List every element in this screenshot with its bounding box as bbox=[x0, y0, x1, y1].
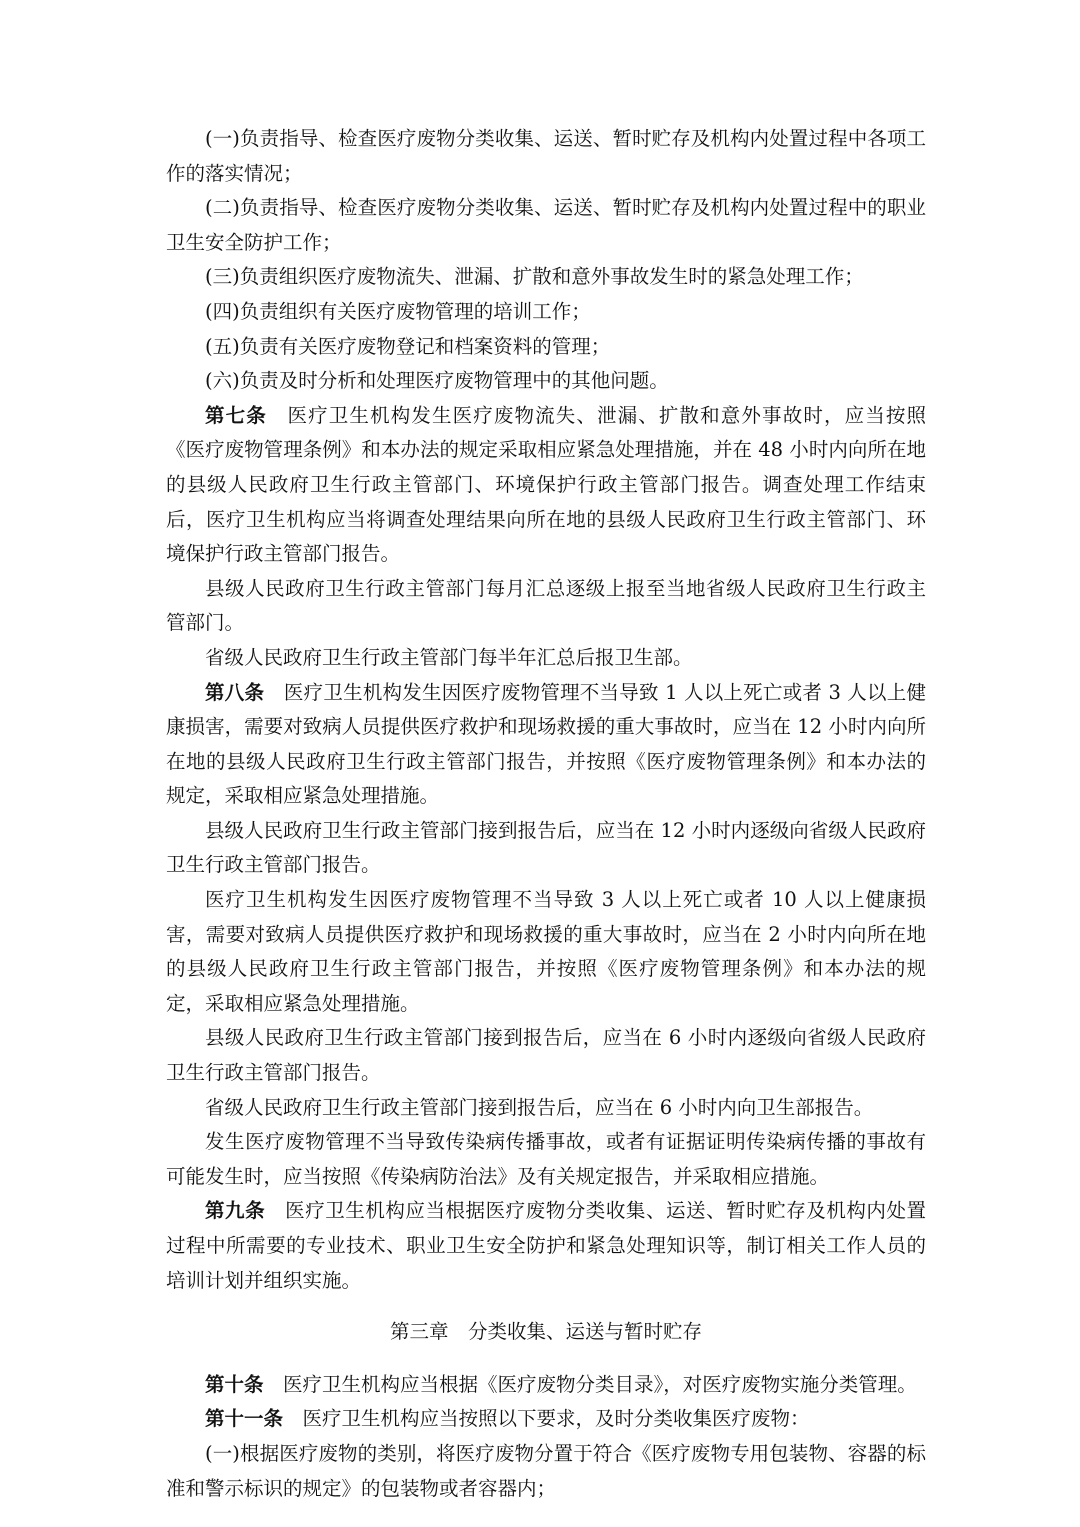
article-9-label: 第九条 bbox=[205, 1199, 266, 1223]
article-10-text: 医疗卫生机构应当根据《医疗废物分类目录》，对医疗废物实施分类管理。 bbox=[263, 1372, 917, 1396]
document-body bbox=[166, 122, 926, 1506]
article-8-paragraph-4: 县级人民政府卫生行政主管部门接到报告后，应当在 6 小时内逐级向省级人民政府卫生行政主管部门报告。 bbox=[166, 1026, 926, 1085]
article-8-paragraph-6: 发生医疗废物管理不当导致传染病传播事故，或者有证据证明传染病传播的事故有可能发生时，应当按照《传染病防治法》及有关规定报告，并采取相应措施。 bbox=[166, 1130, 926, 1188]
article-8 bbox=[166, 676, 926, 814]
article-8-label: 第八条 bbox=[205, 680, 265, 704]
article-8-paragraph-2: 县级人民政府卫生行政主管部门接到报告后，应当在 12 小时内逐级向省级人民政府卫生行政主管部门报告。 bbox=[166, 818, 926, 877]
duty-item-6: (六)负责及时分析和处理医疗废物管理中的其他问题。 bbox=[205, 369, 669, 393]
article-8-paragraph-5: 省级人民政府卫生行政主管部门接到报告后，应当在 6 小时内向卫生部报告。 bbox=[205, 1095, 874, 1119]
duty-item-5: (五)负责有关医疗废物登记和档案资料的管理； bbox=[205, 334, 611, 358]
chapter-3-heading: 第三章 分类收集、运送与暂时贮存 bbox=[389, 1320, 702, 1344]
article-11-label: 第十一条 bbox=[205, 1407, 284, 1431]
article-10 bbox=[166, 1368, 926, 1403]
article-10-label: 第十条 bbox=[205, 1372, 264, 1396]
article-7 bbox=[166, 399, 926, 572]
article-8-paragraph-3: 医疗卫生机构发生因医疗废物管理不当导致 3 人以上死亡或者 10 人以上健康损害，需要对致病人员提供医疗救护和现场救援的重大事故时，应当在 2 小时内向所在地的县级人民政府卫生行政主管部门报告，并按照《医疗废物管理条例》和本办法的规定，采取相应紧急处理措施。 bbox=[166, 888, 926, 1015]
article-11-item-1: (一)根据医疗废物的类别，将医疗废物分置于符合《医疗废物专用包装物、容器的标准和警示标识的规定》的包装物或者容器内； bbox=[166, 1441, 926, 1500]
article-8-text: 医疗卫生机构发生因医疗废物管理不当导致 1 人以上死亡或者 3 人以上健康损害，需要对致病人员提供医疗救护和现场救援的重大事故时，应当在 12 小时内向所在地的县级人民政府卫生行政主管部门报告，并按照《医疗废物管理条例》和本办法的规定，采取相应紧急处理措施。 bbox=[166, 680, 926, 808]
article-7-label: 第七条 bbox=[205, 403, 267, 427]
duty-item-3: (三)负责组织医疗废物流失、泄漏、扩散和意外事故发生时的紧急处理工作； bbox=[205, 265, 864, 289]
article-9 bbox=[166, 1194, 926, 1298]
duty-item-2: (二)负责指导、检查医疗废物分类收集、运送、暂时贮存及机构内处置过程中的职业卫生安全防护工作； bbox=[166, 196, 926, 254]
article-7-text: 医疗卫生机构发生医疗废物流失、泄漏、扩散和意外事故时，应当按照《医疗废物管理条例》和本办法的规定采取相应紧急处理措施，并在 48 小时内向所在地的县级人民政府卫生行政主管部门、环境保护行政主管部门报告。调查处理工作结束后，医疗卫生机构应当将调查处理结果向所在地的县级人民政府卫生行政主管部门、环境保护行政主管部门报告。 bbox=[166, 403, 926, 566]
duty-item-1: (一)负责指导、检查医疗废物分类收集、运送、暂时贮存及机构内处置过程中各项工作的落实情况； bbox=[166, 127, 926, 185]
article-7-paragraph-3: 省级人民政府卫生行政主管部门每半年汇总后报卫生部。 bbox=[205, 645, 693, 669]
article-7-paragraph-2: 县级人民政府卫生行政主管部门每月汇总逐级上报至当地省级人民政府卫生行政主管部门。 bbox=[166, 576, 926, 635]
duty-item-4: (四)负责组织有关医疗废物管理的培训工作； bbox=[205, 299, 591, 323]
article-11 bbox=[166, 1402, 926, 1437]
article-11-text: 医疗卫生机构应当按照以下要求，及时分类收集医疗废物： bbox=[283, 1407, 810, 1431]
article-9-text: 医疗卫生机构应当根据医疗废物分类收集、运送、暂时贮存及机构内处置过程中所需要的专业技术、职业卫生安全防护和紧急处理知识等，制订相关工作人员的培训计划并组织实施。 bbox=[166, 1199, 926, 1292]
